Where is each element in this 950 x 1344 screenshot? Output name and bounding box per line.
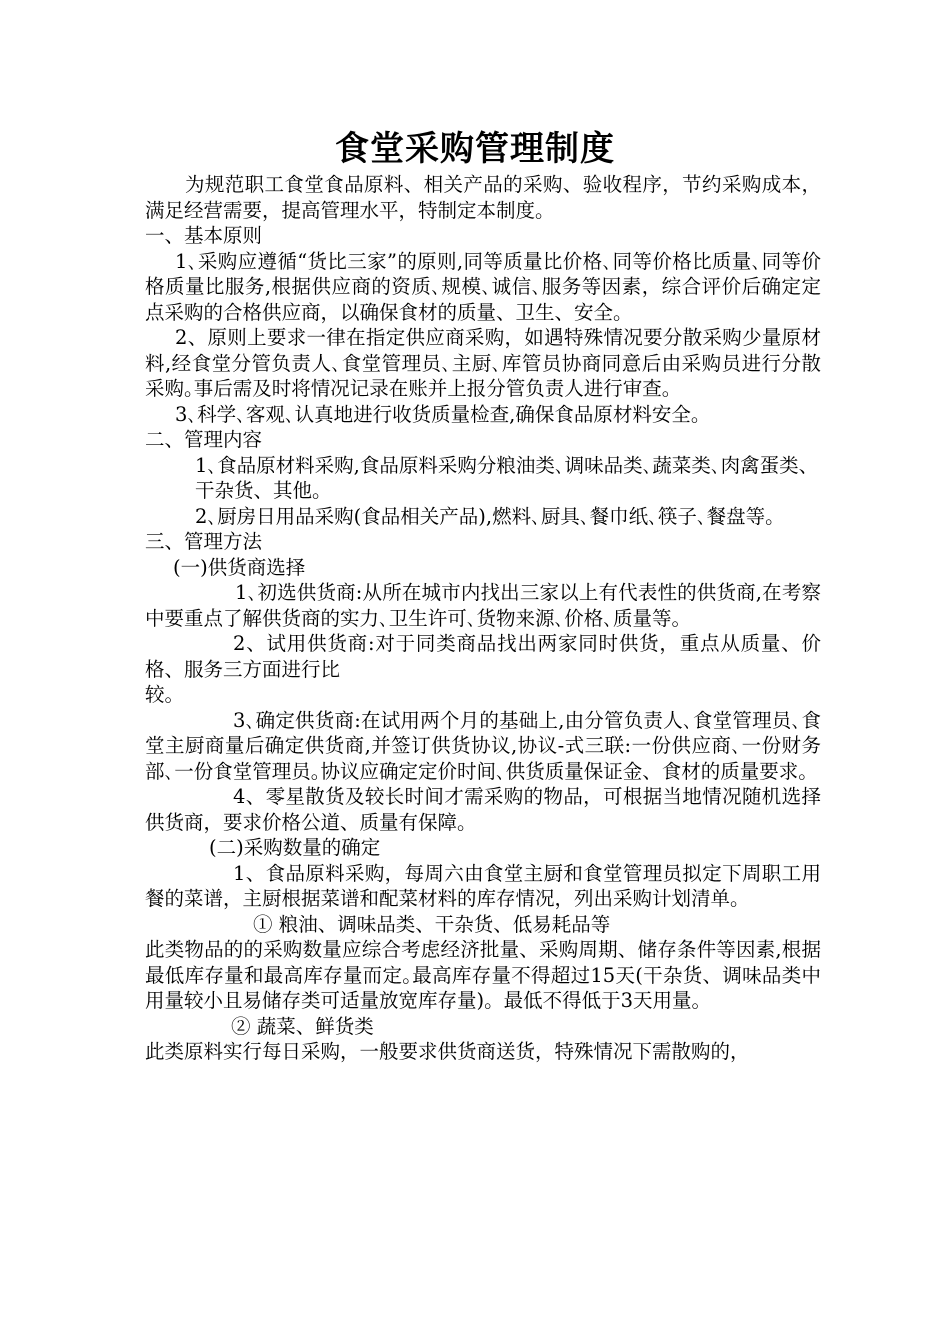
section-3-paragraph-5: 1、食品原料采购，每周六由食堂主厨和食堂管理员拟定下周职工用餐的菜谱，主厨根据菜谱和配菜材料的库存情况，列出采购计划清单。 bbox=[145, 861, 821, 910]
section-1-paragraph-1: 1､采购应遵循“货比三家”的原则,同等质量比价格､同等价格比质量､同等价格质量比服务,根据供应商的资质､规模､诚信､服务等因素，综合评价后确定定点采购的合格供应商，以确保食材的质量、卫生、安全。 bbox=[145, 249, 821, 324]
section-3-paragraph-1: 1､初选供货商:从所在城市内找出三家以上有代表性的供货商,在考察中要重点了解供货商的实力､卫生许可､货物来源､价格､质量等。 bbox=[145, 581, 821, 630]
section-2-paragraph-2: 2､厨房日用品采购(食品相关产品),燃料､厨具､餐巾纸､筷子､餐盘等。 bbox=[195, 504, 785, 528]
document-body bbox=[145, 172, 821, 1065]
intro-paragraph: 为规范职工食堂食品原料、相关产品的采购、验收程序，节约采购成本，满足经营需要，提高管理水平，特制定本制度。 bbox=[145, 173, 821, 222]
section-1-paragraph-3: 3､科学､客观､认真地进行收货质量检查,确保食品原材料安全｡ bbox=[175, 402, 701, 426]
section-3-paragraph-4: 4、零星散货及较长时间才需采购的物品，可根据当地情况随机选择供货商，要求价格公道、质量有保障。 bbox=[145, 785, 821, 834]
section-1-paragraph-2: 2、原则上要求一律在指定供应商采购，如遇特殊情况要分散采购少量原材料,经食堂分管负责人､食堂管理员､主厨､库管员协商同意后由采购员进行分散采购｡事后需及时将情况记录在账并上报分管负责人进行审查。 bbox=[145, 326, 821, 400]
list-item-2: ② 蔬菜、鲜货类 bbox=[231, 1014, 374, 1038]
section-3-paragraph-3: 3､确定供货商:在试用两个月的基础上,由分管负责人､食堂管理员､食堂主厨商量后确定供货商,并签订供货协议,协议-式三联:一份供应商､一份财务部､一份食堂管理员｡协议应确定定价时间､供货质量保证金、食材的质量要求。 bbox=[145, 708, 821, 783]
section-2-paragraph-1: 1､食品原材料采购,食品原料采购分粮油类､调味品类､蔬菜类､肉禽蛋类、干杂货、其他。 bbox=[195, 453, 819, 502]
section-3-paragraph-2: 2、试用供货商:对于同类商品找出两家同时供货，重点从质量、价格、服务三方面进行比 bbox=[145, 632, 821, 681]
subsection-2-heading: (二)采购数量的确定 bbox=[209, 836, 381, 859]
list-item-1: ① 粮油、调味品类、干杂货、低易耗品等 bbox=[253, 912, 611, 936]
section-3-paragraph-2-tail: 较。 bbox=[145, 683, 185, 706]
section-3-paragraph-6: 此类物品的的采购数量应综合考虑经济批量、采购周期、储存条件等因素,根据最低库存量和最高库存量而定｡最高库存量不得超过15天(干杂货、调味品类中用量较小且易储存类可适量放宽库存量)。最低不得低于3天用量。 bbox=[145, 938, 821, 1012]
section-2-heading: 二、管理内容 bbox=[145, 428, 263, 451]
subsection-1-heading: (一)供货商选择 bbox=[173, 555, 306, 579]
section-1-heading: 一、基本原则 bbox=[145, 224, 263, 247]
document-title: 食堂采购管理制度 bbox=[335, 129, 615, 169]
section-3-paragraph-7: 此类原料实行每日采购，一般要求供货商送货，特殊情况下需散购的， bbox=[145, 1040, 750, 1063]
section-3-heading: 三、管理方法 bbox=[145, 530, 263, 553]
